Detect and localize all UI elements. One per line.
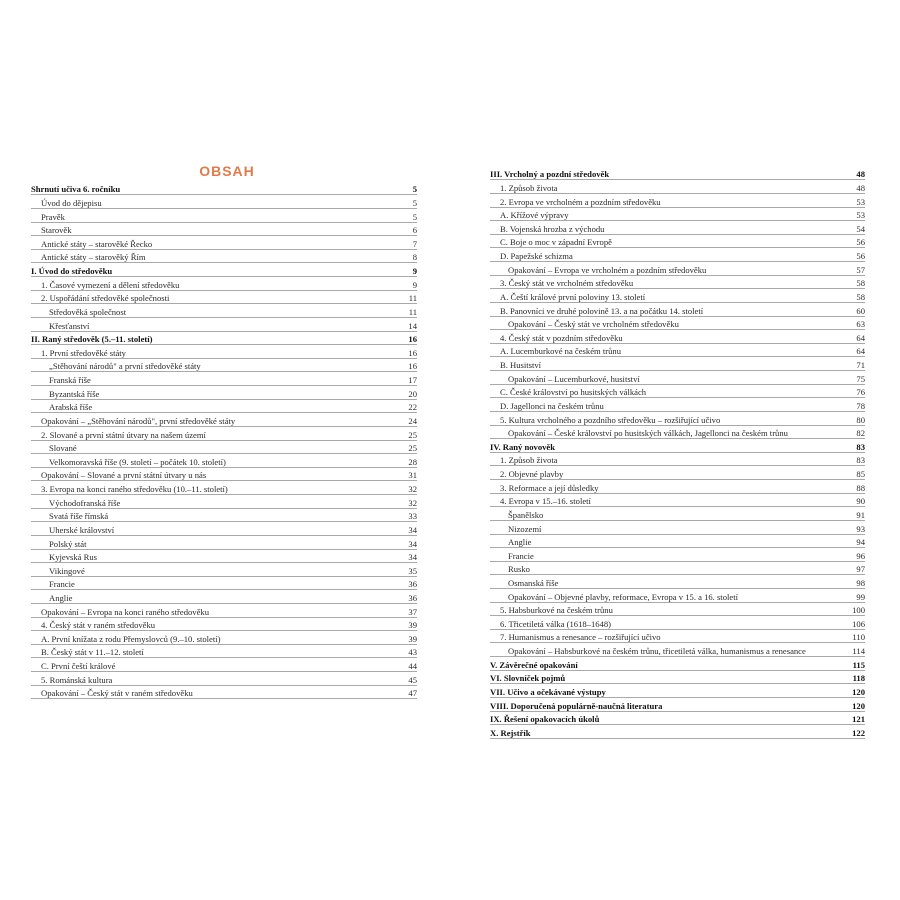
toc-entry-title: X. Rejstřík <box>490 727 531 738</box>
toc-entry-page: 88 <box>856 482 865 493</box>
toc-entry[interactable] <box>490 370 865 384</box>
toc-entry-title: Opakování – Lucemburkové, husitství <box>508 373 640 384</box>
toc-entry-title: A. Čeští králové první poloviny 13. století <box>500 291 646 302</box>
toc-entry-title: Antické státy – starověký Řím <box>41 252 146 263</box>
toc-entry[interactable] <box>490 452 865 466</box>
toc-entry[interactable] <box>31 644 417 658</box>
page-title: OBSAH <box>199 163 255 179</box>
toc-entry-title: B. Český stát v 11.–12. století <box>41 647 144 658</box>
toc-entry-page: 54 <box>856 223 865 234</box>
toc-entry-page: 24 <box>408 415 417 426</box>
toc-entry-page: 32 <box>408 484 417 495</box>
toc-entry[interactable] <box>490 724 865 738</box>
toc-entry-page: 34 <box>408 552 417 563</box>
toc-entry-page: 7 <box>412 238 417 249</box>
toc-entry-title: A. Lucemburkové na českém trůnu <box>500 346 621 357</box>
toc-entry[interactable] <box>31 508 417 522</box>
toc-entry-title: VIII. Doporučená populárně-naučná literatura <box>490 700 663 711</box>
toc-entry[interactable] <box>490 261 865 275</box>
toc-entry-title: Byzantská říše <box>49 388 100 399</box>
toc-entry-title: V. Závěrečné opakování <box>490 659 578 670</box>
toc-entry-title: II. Raný středověk (5.–11. století) <box>31 334 153 345</box>
toc-entry-title: 2. Uspořádání středověké společnosti <box>41 293 170 304</box>
toc-entry[interactable] <box>490 234 865 248</box>
toc-entry-page: 85 <box>856 469 865 480</box>
toc-entry-page: 110 <box>852 632 865 643</box>
toc-entry-page: 39 <box>408 633 417 644</box>
toc-entry-page: 83 <box>856 455 865 466</box>
toc-entry-title: 1. Způsob života <box>500 455 558 466</box>
toc-entry-title: Španělsko <box>508 509 544 520</box>
toc-entry-title: Anglie <box>508 537 532 548</box>
toc-entry[interactable] <box>490 411 865 425</box>
toc-entry-title: 2. Evropa ve vrcholném a pozdním středověku <box>500 196 661 207</box>
toc-entry[interactable] <box>31 208 417 222</box>
toc-entry-title: Slované <box>49 443 77 454</box>
toc-entry-title: Nizozemí <box>508 523 542 534</box>
toc-entry[interactable] <box>31 399 417 413</box>
toc-entry-page: 32 <box>408 497 417 508</box>
toc-entry-page: 48 <box>856 169 865 180</box>
toc-entry-title: C. České království po husitských válkách <box>500 387 647 398</box>
toc-entry[interactable] <box>31 576 417 590</box>
toc-entry[interactable] <box>490 438 865 452</box>
toc-entry[interactable] <box>490 561 865 575</box>
toc-entry-title: Svatá říše římská <box>49 511 109 522</box>
toc-entry-page: 33 <box>408 511 417 522</box>
toc-entry[interactable] <box>490 180 865 194</box>
toc-entry-title: III. Vrcholný a pozdní středověk <box>490 169 610 180</box>
toc-entry[interactable] <box>490 588 865 602</box>
toc-entry-title: Francie <box>508 550 534 561</box>
toc-entry-page: 36 <box>408 579 417 590</box>
toc-entry[interactable] <box>490 302 865 316</box>
toc-entry[interactable] <box>31 276 417 290</box>
toc-entry[interactable] <box>31 671 417 685</box>
toc-entry[interactable] <box>31 331 417 345</box>
toc-entry-page: 53 <box>856 210 865 221</box>
toc-entry-title: 1. Způsob života <box>500 183 558 193</box>
toc-entry-page: 120 <box>852 686 865 697</box>
toc-entry-page: 63 <box>856 319 865 330</box>
toc-entry-page: 82 <box>856 428 865 439</box>
toc-entry[interactable] <box>490 547 865 561</box>
toc-entry-page: 11 <box>408 306 417 317</box>
toc-entry[interactable] <box>31 222 417 236</box>
toc-entry-page: 90 <box>856 496 865 507</box>
toc-entry-title: Velkomoravská říše (9. století – počátek 10. století) <box>49 456 226 467</box>
toc-entry[interactable] <box>490 343 865 357</box>
toc-entry[interactable] <box>490 384 865 398</box>
toc-entry-title: A. Křížové výpravy <box>500 210 569 221</box>
toc-entry-title: 3. Evropa na konci raného středověku (10.–11. století) <box>41 484 228 495</box>
toc-entry-title: Opakování – Slované a první státní útvary u nás <box>41 470 207 481</box>
toc-entry-page: 11 <box>408 293 417 304</box>
toc-entry-page: 98 <box>856 577 865 588</box>
toc-entry[interactable] <box>31 440 417 454</box>
toc-entry-page: 5 <box>412 211 417 222</box>
toc-entry-title: Uherské království <box>49 524 115 535</box>
toc-entry[interactable] <box>490 507 865 521</box>
toc-entry[interactable] <box>31 549 417 563</box>
toc-entry[interactable] <box>490 711 865 725</box>
toc-entry[interactable] <box>490 534 865 548</box>
toc-entry-page: 60 <box>856 305 865 316</box>
toc-entry[interactable] <box>490 643 865 657</box>
toc-entry-page: 121 <box>852 714 865 725</box>
toc-entry-title: Anglie <box>49 592 73 603</box>
toc-entry[interactable] <box>31 317 417 331</box>
toc-entry-title: D. Jagellonci na českém trůnu <box>500 400 604 411</box>
toc-entry-title: „Stěhování národů" a první středověké státy <box>49 361 201 372</box>
toc-entry[interactable] <box>31 617 417 631</box>
toc-entry-page: 43 <box>408 647 417 658</box>
toc-entry[interactable] <box>31 494 417 508</box>
toc-entry-title: Opakování – „Stěhování národů", první středověké státy <box>41 415 236 426</box>
toc-entry-page: 28 <box>408 456 417 467</box>
toc-entry[interactable] <box>490 357 865 371</box>
toc-entry-title: VII. Učivo a očekávané výstupy <box>490 686 606 697</box>
toc-entry-title: 4. Český stát v raném středověku <box>41 620 156 631</box>
toc-entry-title: Středověká společnost <box>49 306 127 317</box>
toc-entry-title: Opakování – České království po husitských válkách, Jagellonci na českém trůnu <box>508 428 788 439</box>
toc-entry-title: B. Husitství <box>500 360 542 371</box>
toc-entry-page: 16 <box>408 334 417 345</box>
toc-entry[interactable] <box>490 316 865 330</box>
toc-entry-page: 120 <box>852 700 865 711</box>
toc-entry[interactable] <box>490 275 865 289</box>
toc-entry-title: Opakování – Habsburkové na českém trůnu, třicetiletá válka, humanismus a renesance <box>508 646 806 657</box>
toc-entry[interactable] <box>31 263 417 277</box>
toc-entry-title: Křesťanství <box>49 320 90 331</box>
toc-entry-page: 48 <box>856 183 865 193</box>
toc-entry-page: 118 <box>852 673 865 684</box>
toc-entry-page: 96 <box>856 550 865 561</box>
toc-entry[interactable] <box>490 493 865 507</box>
toc-entry-page: 64 <box>856 332 865 343</box>
toc-entry[interactable] <box>31 658 417 672</box>
toc-entry[interactable] <box>31 385 417 399</box>
toc-entry-page: 35 <box>408 565 417 576</box>
toc-entry-page: 36 <box>408 592 417 603</box>
toc-entry[interactable] <box>490 615 865 629</box>
toc-entry[interactable] <box>490 193 865 207</box>
toc-entry-page: 75 <box>856 373 865 384</box>
toc-entry-title: Arabská říše <box>49 402 93 413</box>
toc-entry-title: Opakování – Evropa na konci raného středověku <box>41 606 210 617</box>
toc-entry-page: 106 <box>852 618 865 629</box>
toc-entry[interactable] <box>31 603 417 617</box>
toc-entry-page: 114 <box>852 646 865 657</box>
toc-entry[interactable] <box>31 481 417 495</box>
toc-entry[interactable] <box>31 358 417 372</box>
toc-entry-title: 2. Slované a první státní útvary na našem území <box>41 429 206 440</box>
toc-entry[interactable] <box>31 590 417 604</box>
toc-entry-page: 47 <box>408 688 417 699</box>
toc-entry-title: Francie <box>49 579 75 590</box>
toc-entry[interactable] <box>31 235 417 249</box>
toc-entry-page: 64 <box>856 346 865 357</box>
toc-entry-page: 80 <box>856 414 865 425</box>
toc-entry-page: 17 <box>408 375 417 386</box>
toc-entry-title: 2. Objevné plavby <box>500 469 564 480</box>
toc-entry-title: 4. Evropa v 15.–16. století <box>500 496 591 507</box>
toc-entry-page: 122 <box>852 727 865 738</box>
toc-entry[interactable] <box>31 562 417 576</box>
toc-entry-title: B. Panovníci ve druhé polovině 13. a na počátku 14. století <box>500 305 704 316</box>
toc-entry-title: Franská říše <box>49 375 91 386</box>
toc-entry-page: 25 <box>408 429 417 440</box>
toc-entry[interactable] <box>490 425 865 439</box>
toc-entry-page: 100 <box>852 605 865 616</box>
toc-entry-page: 20 <box>408 388 417 399</box>
toc-entry[interactable] <box>490 520 865 534</box>
toc-entry[interactable] <box>490 220 865 234</box>
toc-entry-page: 31 <box>408 470 417 481</box>
toc-entry-page: 16 <box>408 361 417 372</box>
toc-entry-page: 71 <box>856 360 865 371</box>
toc-entry[interactable] <box>490 398 865 412</box>
toc-entry[interactable] <box>490 670 865 684</box>
toc-entry-title: 3. Český stát ve vrcholném středověku <box>500 278 634 289</box>
toc-entry-title: 5. Románská kultura <box>41 674 113 685</box>
toc-entry-title: 5. Habsburkové na českém trůnu <box>500 605 613 616</box>
toc-entry[interactable] <box>490 697 865 711</box>
toc-entry[interactable] <box>490 575 865 589</box>
toc-entry-title: IX. Řešení opakovacích úkolů <box>490 714 600 725</box>
toc-entry-title: C. První čeští králové <box>41 661 116 672</box>
toc-entry-page: 58 <box>856 291 865 302</box>
toc-entry-page: 78 <box>856 400 865 411</box>
toc-entry-title: 3. Reformace a její důsledky <box>500 482 599 493</box>
toc-entry-page: 99 <box>856 591 865 602</box>
toc-entry-title: C. Boje o moc v západní Evropě <box>500 237 612 248</box>
toc-entry-title: Polský stát <box>49 538 87 549</box>
toc-entry-title: IV. Raný novověk <box>490 441 556 452</box>
toc-entry-page: 9 <box>412 279 417 290</box>
toc-entry-title: Opakování – Evropa ve vrcholném a pozdním středověku <box>508 264 707 275</box>
toc-entry-page: 5 <box>412 184 417 195</box>
toc-entry[interactable] <box>490 329 865 343</box>
toc-entry[interactable] <box>31 630 417 644</box>
toc-entry-title: Opakování – Objevné plavby, reformace, Evropa v 15. a 16. století <box>508 591 738 602</box>
toc-entry-title: 6. Třicetiletá válka (1618–1648) <box>500 618 612 629</box>
toc-entry-page: 53 <box>856 196 865 207</box>
toc-entry[interactable] <box>490 602 865 616</box>
toc-entry-page: 44 <box>408 661 417 672</box>
toc-entry-page: 83 <box>856 441 865 452</box>
toc-entry[interactable] <box>31 195 417 209</box>
toc-entry-page: 115 <box>852 659 865 670</box>
toc-entry[interactable] <box>31 249 417 263</box>
toc-entry-title: Osmanská říše <box>508 577 559 588</box>
toc-entry[interactable] <box>31 522 417 536</box>
toc-entry[interactable] <box>31 453 417 467</box>
toc-entry[interactable] <box>31 413 417 427</box>
toc-entry-page: 39 <box>408 620 417 631</box>
toc-entry[interactable] <box>490 629 865 643</box>
toc-entry-page: 57 <box>856 264 865 275</box>
toc-entry[interactable] <box>490 289 865 303</box>
toc-entry[interactable] <box>31 685 417 699</box>
toc-entry-title: VI. Slovníček pojmů <box>490 673 566 684</box>
toc-entry-page: 6 <box>412 225 417 236</box>
toc-entry-page: 45 <box>408 674 417 685</box>
toc-entry[interactable] <box>31 535 417 549</box>
toc-entry-title: Antické státy – starověké Řecko <box>41 238 153 249</box>
toc-entry-title: D. Papežské schizma <box>500 251 573 262</box>
toc-entry-title: Úvod do dějepisu <box>41 198 102 208</box>
toc-entry-title: Opakování – Český stát v raném středověku <box>41 688 193 699</box>
toc-entry[interactable] <box>490 207 865 221</box>
toc-entry-page: 56 <box>856 251 865 262</box>
toc-entry-page: 8 <box>412 252 417 263</box>
toc-entry-page: 16 <box>408 347 417 358</box>
toc-entry-title: Kyjevská Rus <box>49 552 97 563</box>
toc-entry-title: 1. Časové vymezení a dělení středověku <box>41 279 180 290</box>
toc-entry-page: 93 <box>856 523 865 534</box>
toc-entry-page: 14 <box>408 320 417 331</box>
toc-entry-title: A. První knížata z rodu Přemyslovců (9.–10. století) <box>41 633 221 644</box>
toc-entry-title: B. Vojenská hrozba z východu <box>500 223 605 234</box>
toc-entry-page: 25 <box>408 443 417 454</box>
toc-entry[interactable] <box>31 426 417 440</box>
toc-entry-title: 7. Humanismus a renesance – rozšiřující učivo <box>500 632 661 643</box>
toc-entry[interactable] <box>490 166 865 180</box>
toc-entry-title: 1. První středověké státy <box>41 347 126 358</box>
toc-entry-page: 37 <box>408 606 417 617</box>
toc-entry-page: 94 <box>856 537 865 548</box>
toc-entry-title: Rusko <box>508 564 530 575</box>
toc-entry-page: 56 <box>856 237 865 248</box>
toc-entry-page: 97 <box>856 564 865 575</box>
toc-entry[interactable] <box>490 479 865 493</box>
toc-entry[interactable] <box>490 656 865 670</box>
toc-entry-page: 34 <box>408 524 417 535</box>
toc-entry-page: 76 <box>856 387 865 398</box>
toc-entry[interactable] <box>31 467 417 481</box>
toc-entry-page: 9 <box>412 266 417 277</box>
toc-entry-title: Opakování – Český stát ve vrcholném středověku <box>508 319 679 330</box>
toc-entry-title: I. Úvod do středověku <box>31 266 113 277</box>
toc-entry-page: 58 <box>856 278 865 289</box>
toc-entry-title: Shrnutí učiva 6. ročníku <box>31 184 121 195</box>
toc-entry-page: 5 <box>412 198 417 208</box>
toc-entry[interactable] <box>31 181 417 195</box>
toc-entry[interactable] <box>31 290 417 304</box>
toc-entry-title: Východofranská říše <box>49 497 121 508</box>
toc-entry-title: 5. Kultura vrcholného a pozdního středověku – rozšiřující učivo <box>500 414 721 425</box>
toc-entry-page: 22 <box>408 402 417 413</box>
toc-entry[interactable] <box>31 344 417 358</box>
toc-entry[interactable] <box>490 248 865 262</box>
toc-entry-title: Vikingové <box>49 565 85 576</box>
toc-entry-title: 4. Český stát v pozdním středověku <box>500 332 623 343</box>
toc-entry-title: Starověk <box>41 225 72 236</box>
toc-entry[interactable] <box>31 372 417 386</box>
toc-entry[interactable] <box>490 684 865 698</box>
toc-entry-page: 34 <box>408 538 417 549</box>
toc-entry-title: Pravěk <box>41 211 65 222</box>
toc-entry[interactable] <box>31 304 417 318</box>
toc-entry-page: 91 <box>856 509 865 520</box>
toc-entry[interactable] <box>490 466 865 480</box>
